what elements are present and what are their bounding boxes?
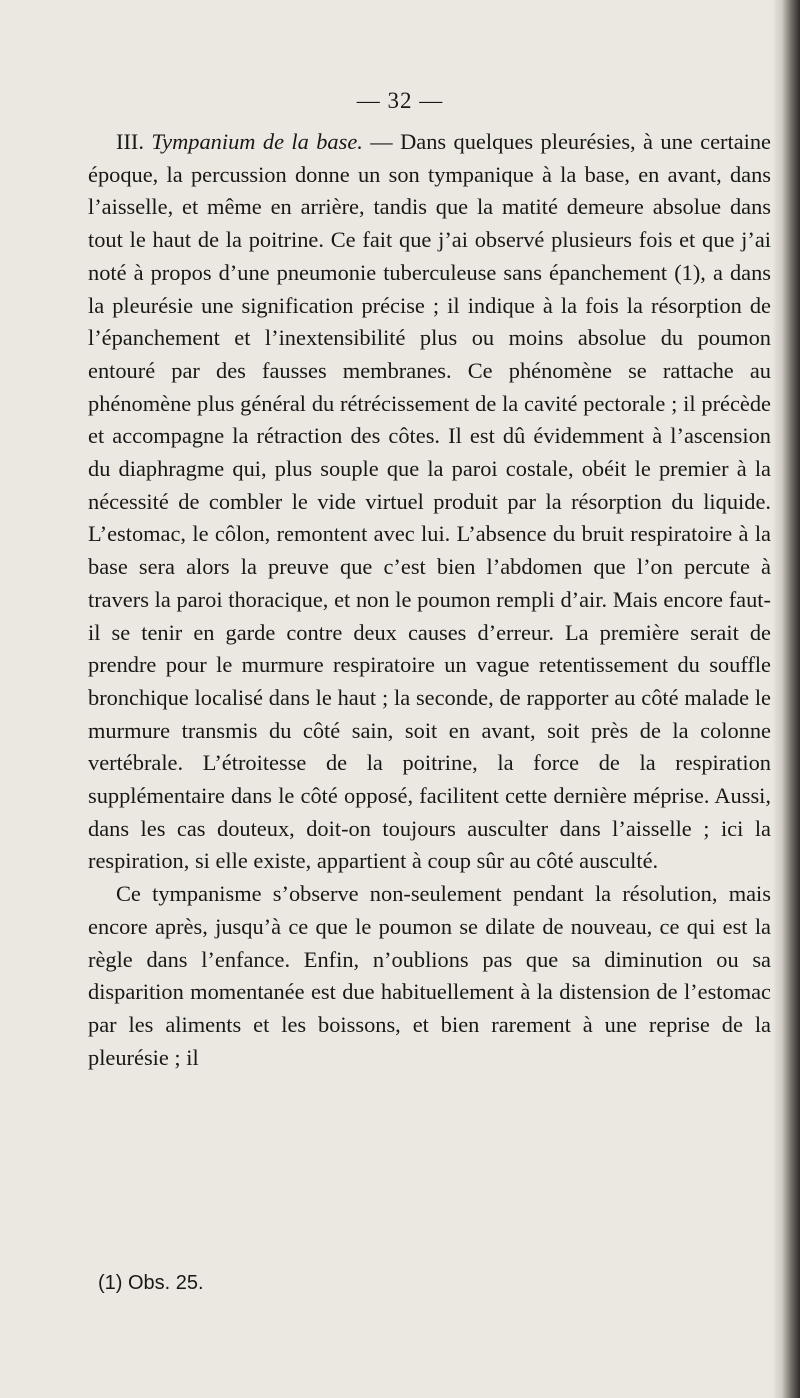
page-edge-shadow bbox=[772, 0, 800, 1398]
section-title: Tympanium de la base. bbox=[151, 129, 363, 154]
paragraph-2: Ce tympanisme s’observe non-seulement pendant la résolution, mais encore après, jusqu’à ce que le poumon se dilate de nouveau, ce qui est la règle dans l’enfance. Enfin, n’oublions pas que sa diminution ou sa disparition momentanée est due habituellement à la distension de l’estomac par les aliments et les boissons, et bien rarement à une reprise de la pleurésie ; il bbox=[88, 881, 771, 1070]
page-number-header: — 32 — bbox=[356, 88, 444, 113]
section-number: III. bbox=[116, 129, 144, 154]
paragraph-1-text: — Dans quelques pleurésies, à une certaine époque, la percussion donne un son tympanique à la base, en avant, dans l’aisselle, et même en arrière, tandis que la matité demeure absolue dans tout le haut de la poitrine. Ce fait que j’ai observé plusieurs fois et que j’ai noté à propos d’une pneumonie tuberculeuse sans épanchement (1), a dans la pleurésie une signification précise ; il indique à la fois la résorption de l’épanchement et l’inextensibilité plus ou moins absolue du poumon entouré par des fausses membranes. Ce phénomène se rattache au phénomène plus général du rétrécissement de la cavité pectorale ; il précède et accompagne la rétraction des côtes. Il est dû évidemment à l’ascension du diaphragme qui, plus souple que la paroi costale, obéit le premier à la nécessité de combler le vide virtuel produit par la résorption du liquide. L’estomac, le côlon, remontent avec lui. L’absence du bruit respiratoire à la base sera alors la preuve que c’est bien l’abdomen que l’on percute à travers la paroi thoracique, et non le poumon rempli d’air. Mais encore faut-il se tenir en garde contre deux causes d’erreur. La première serait de prendre pour le murmure respiratoire un vague retentissement du souffle bronchique localisé dans le haut ; la seconde, de rapporter au côté malade le murmure transmis du côté sain, soit en avant, soit près de la colonne vertébrale. L’étroitesse de la poitrine, la force de la respiration supplémentaire dans le côté opposé, facilitent cette dernière méprise. Aussi, dans les cas douteux, doit-on toujours ausculter dans l’aisselle ; ici la respiration, si elle existe, appartient à coup sûr au côté ausculté. bbox=[88, 129, 771, 874]
paragraph-1 bbox=[88, 126, 771, 878]
footnote: (1) Obs. 25. bbox=[98, 1272, 204, 1294]
body-text bbox=[88, 126, 771, 1074]
